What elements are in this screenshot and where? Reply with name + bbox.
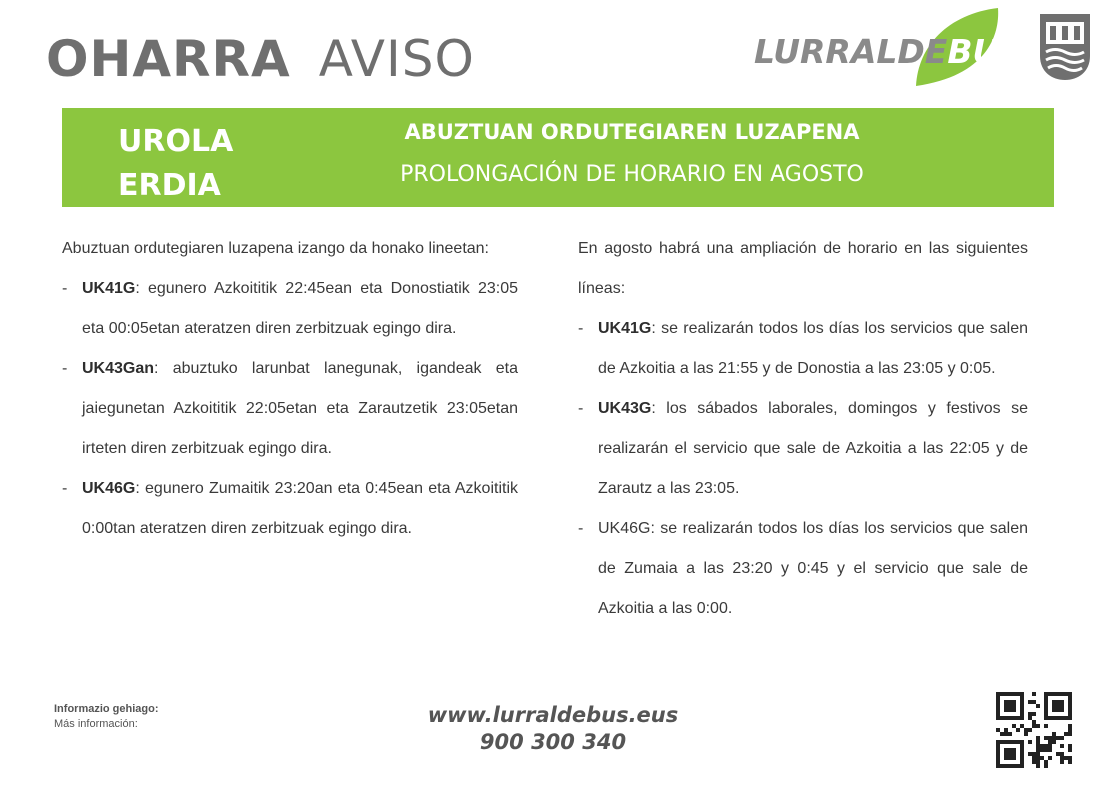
more-info-es: Más información:	[54, 718, 138, 730]
list-item: - UK43Gan: abuztuko larunbat lanegunak, igandeak eta jaiegunetan Azkoititik 22:05etan eta Zarautzetik 23:05etan irteten diren zerbitzuak egingo dira.	[62, 360, 518, 457]
more-info-eu: Informazio gehiago:	[54, 703, 159, 715]
heading-eu: ABUZTUAN ORDUTEGIAREN LUZAPENA	[404, 120, 860, 144]
list-item: - UK41G: se realizarán todos los días los servicios que salen de Azkoitia a las 21:55 y de Donostia a las 23:05 y 0:05.	[578, 320, 1028, 377]
logo-text: LURRALDEBUS	[754, 32, 1024, 71]
region-name	[118, 120, 234, 208]
spanish-column	[578, 229, 1028, 629]
qr-code-icon	[996, 692, 1072, 768]
heading-es: PROLONGACIÓN DE HORARIO EN AGOSTO	[400, 162, 864, 187]
intro-eu: Abuztuan ordutegiaren luzapena izango da honako lineetan:	[62, 240, 489, 257]
contact-info	[380, 702, 726, 756]
more-info-label	[54, 702, 159, 732]
region-line2: ERDIA	[118, 168, 221, 203]
list-item: - UK43G: los sábados laborales, domingos y festivos se realizarán el servicio que sale de Azkoitia a las 22:05 y de Zarautz a las 23:05.	[578, 400, 1028, 497]
list-item: - UK46G: egunero Zumaitik 23:20an eta 0:45ean eta Azkoititik 0:00tan ateratzen diren zerbitzuak egingo dira.	[62, 480, 518, 537]
list-item: - UK41G: egunero Azkoititik 22:45ean eta Donostiatik 23:05 eta 00:05etan ateratzen diren zerbitzuak egingo dira.	[62, 280, 518, 337]
website-link[interactable]: www.lurraldebus.eus	[427, 703, 679, 727]
basque-column	[62, 229, 518, 549]
list-item: - UK46G: se realizarán todos los días los servicios que salen de Zumaia a las 23:20 y 0:45 y el servicio que sale de Azkoitia a las 0:00.	[578, 520, 1028, 617]
notice-banner	[62, 108, 1054, 207]
title-es: AVISO	[318, 30, 475, 88]
gipuzkoa-shield-icon	[1038, 12, 1092, 82]
lurraldebus-logo	[748, 6, 1024, 88]
lines-list-es	[578, 309, 1028, 629]
title-eu: OHARRA	[46, 30, 291, 88]
region-line1: UROLA	[118, 124, 234, 159]
page-title	[46, 30, 475, 88]
lines-list-eu	[62, 269, 518, 549]
phone-number: 900 300 340	[479, 730, 627, 754]
intro-es: En agosto habrá una ampliación de horario en las siguientes líneas:	[578, 240, 1028, 297]
